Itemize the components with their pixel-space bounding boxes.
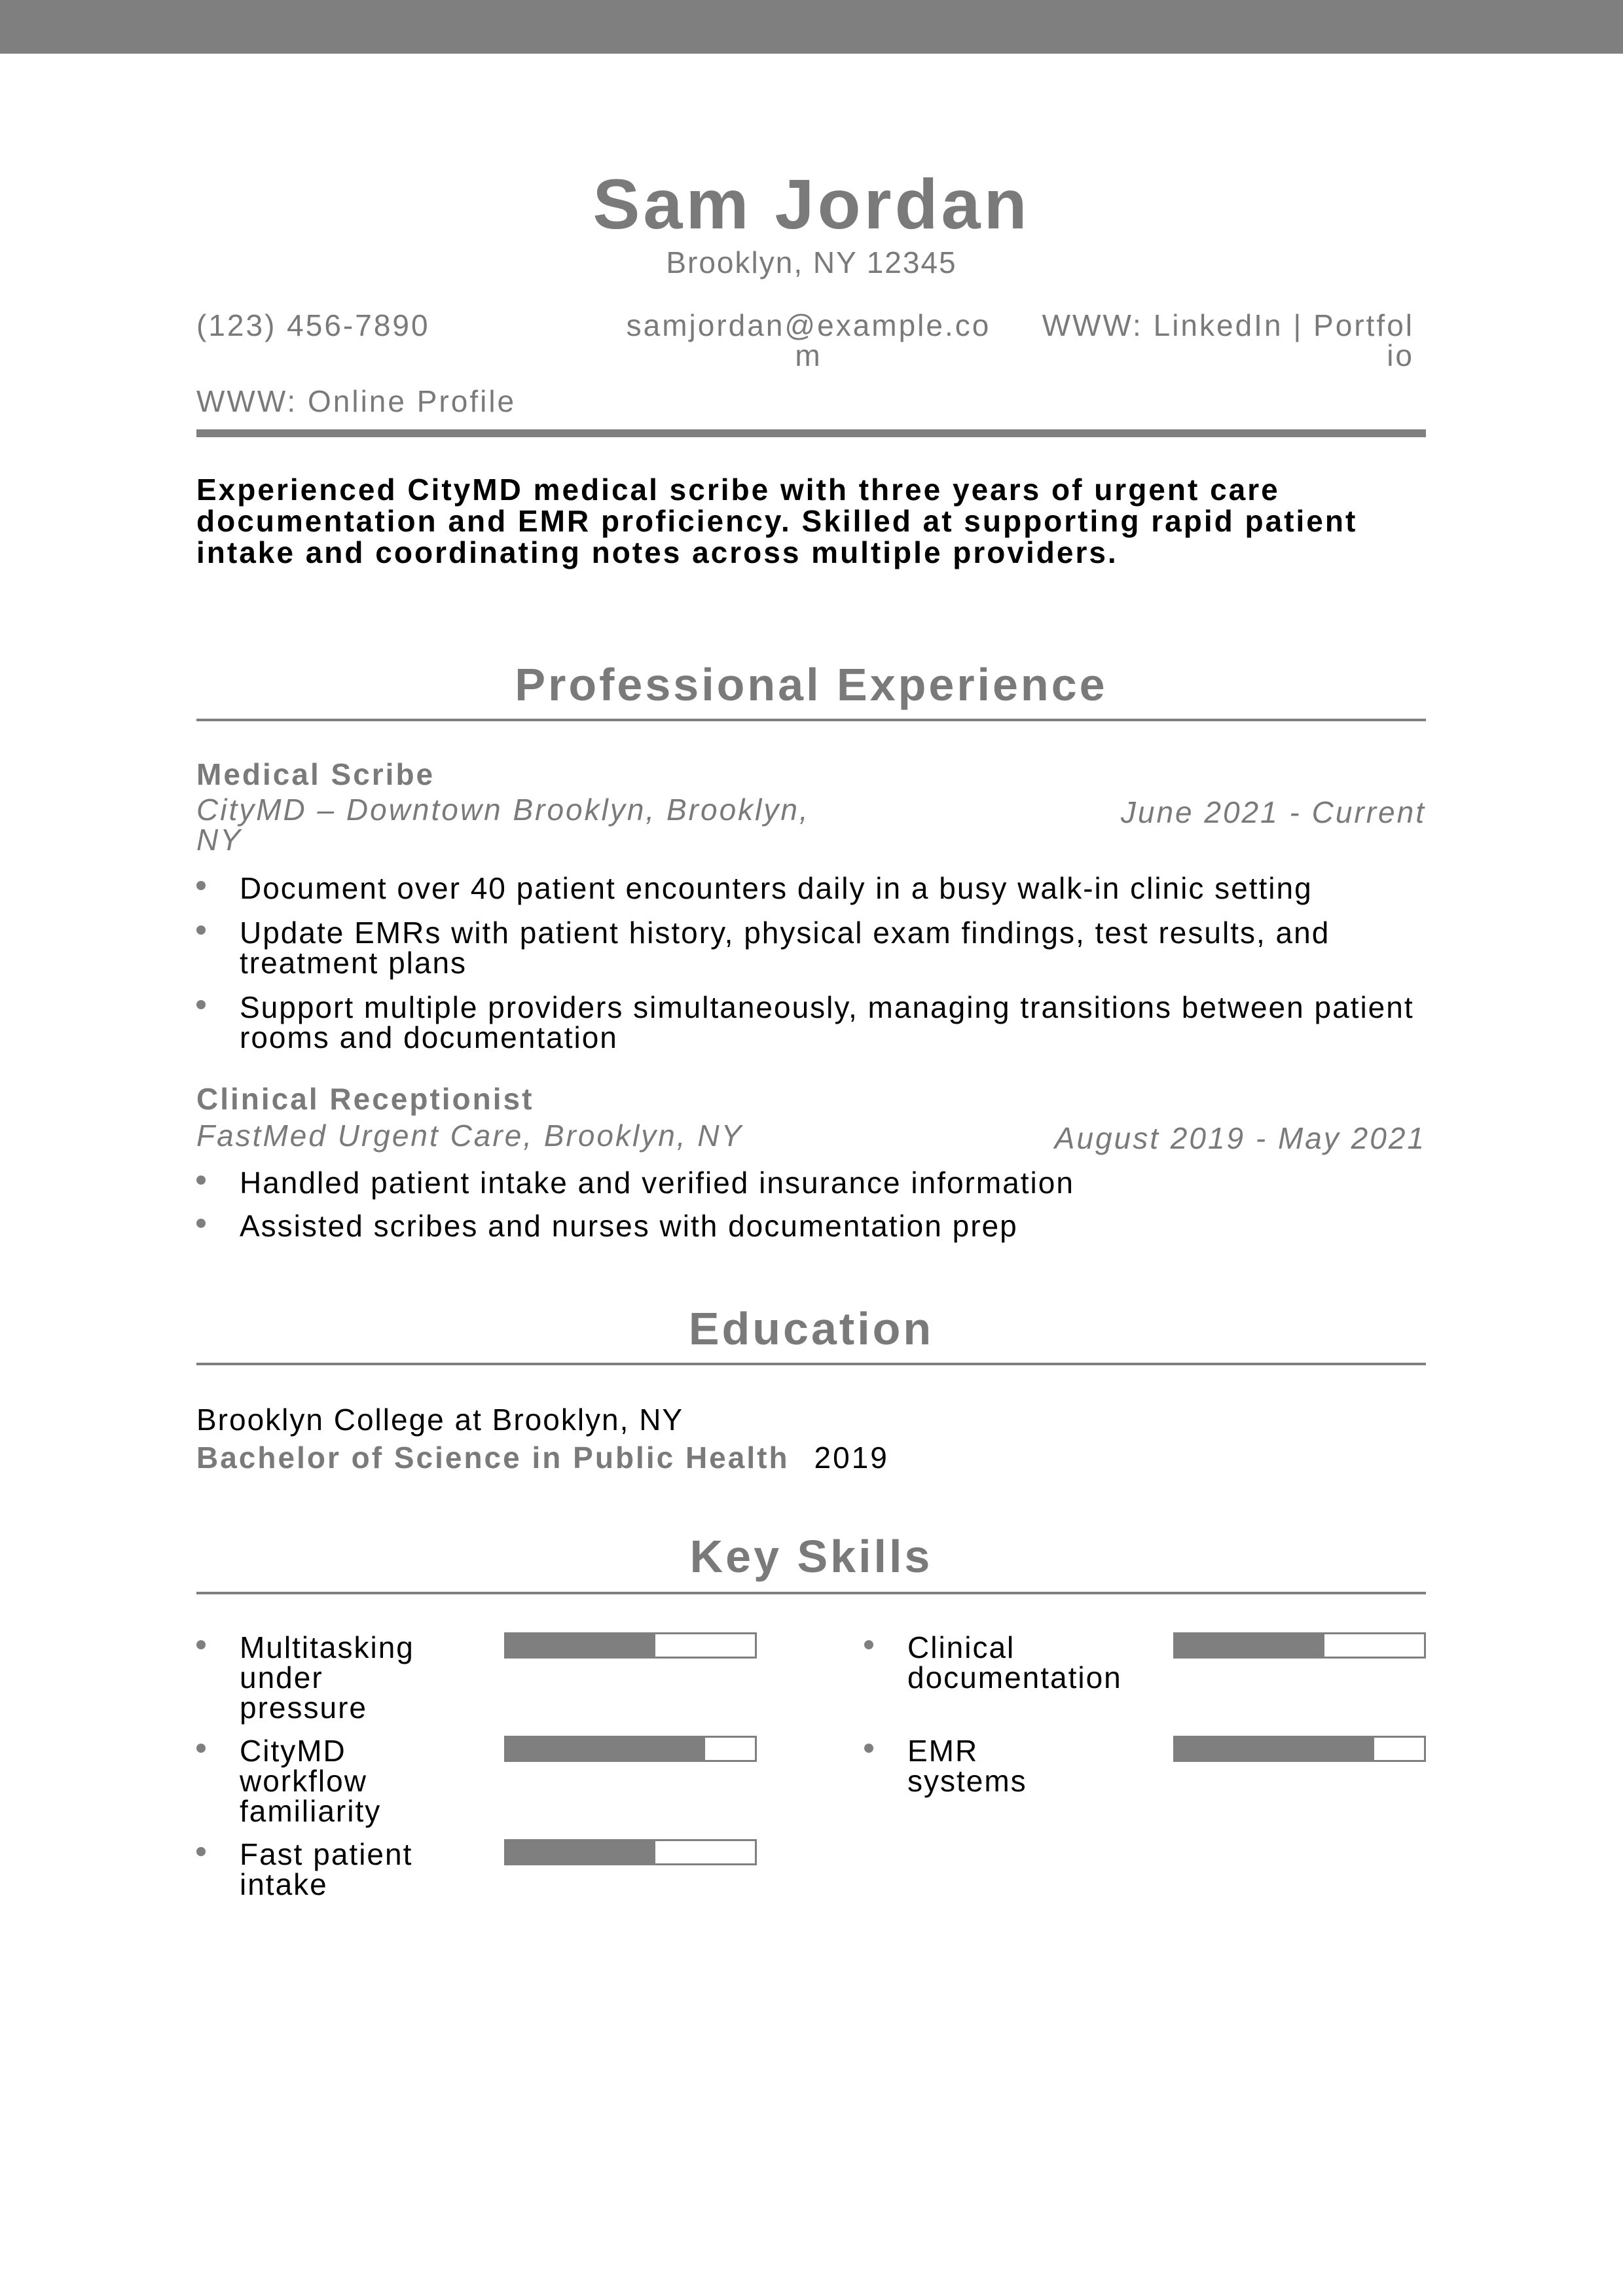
skill-level-bar bbox=[1173, 1736, 1426, 1762]
list-item: Update EMRs with patient history, physical exam findings, test results, and treatment plans bbox=[196, 918, 1426, 978]
job-title: Medical Scribe bbox=[196, 757, 435, 791]
list-item: Handled patient intake and verified insurance information bbox=[196, 1168, 1426, 1198]
section-title-skills: Key Skills bbox=[689, 1531, 933, 1582]
section-title-education: Education bbox=[688, 1303, 934, 1354]
degree: Bachelor of Science in Public Health bbox=[196, 1441, 790, 1475]
candidate-name: Sam Jordan bbox=[593, 164, 1030, 243]
linkedin-portfolio-links[interactable]: WWW: LinkedIn | Portfolio bbox=[1042, 308, 1414, 372]
list-item: Document over 40 patient encounters daily in a busy walk-in clinic setting bbox=[196, 873, 1426, 903]
address: Brooklyn, NY 12345 bbox=[666, 245, 957, 279]
job-title: Clinical Receptionist bbox=[196, 1082, 534, 1116]
skill-name: Clinical documentation bbox=[907, 1630, 1122, 1695]
education-divider bbox=[196, 1363, 1426, 1365]
online-profile-link[interactable]: WWW: Online Profile bbox=[196, 384, 517, 418]
experience-divider bbox=[196, 719, 1426, 721]
skill-level-fill bbox=[1175, 1738, 1374, 1760]
header-divider bbox=[196, 429, 1426, 437]
job-dates: August 2019 - May 2021 bbox=[1054, 1121, 1426, 1155]
skill-level-fill bbox=[506, 1738, 705, 1760]
skill-level-bar bbox=[504, 1736, 757, 1762]
section-title-experience: Professional Experience bbox=[515, 659, 1108, 710]
professional-summary: Experienced CityMD medical scribe with three years of urgent care documentation and EMR proficiency. Skilled at supporting rapid patient intake and coordinating notes across multiple providers. bbox=[196, 473, 1358, 569]
skill-level-bar bbox=[504, 1632, 757, 1659]
skill-level-fill bbox=[506, 1841, 655, 1863]
phone: (123) 456-7890 bbox=[196, 308, 430, 342]
job-dates: June 2021 - Current bbox=[1120, 795, 1426, 829]
school: Brooklyn College at Brooklyn, NY bbox=[196, 1403, 684, 1437]
list-item: Support multiple providers simultaneously, managing transitions between patient rooms and documentation bbox=[196, 992, 1426, 1052]
job-company: CityMD – Downtown Brooklyn, Brooklyn, NY bbox=[196, 793, 810, 857]
skill-level-bar bbox=[1173, 1632, 1426, 1659]
job-company: FastMed Urgent Care, Brooklyn, NY bbox=[196, 1119, 744, 1153]
bullet-icon bbox=[864, 1640, 873, 1649]
job-bullets bbox=[196, 1168, 1426, 1241]
skill-name: Multitasking under pressure bbox=[240, 1630, 414, 1725]
skill-level-fill bbox=[1175, 1634, 1324, 1657]
list-item: Assisted scribes and nurses with documentation prep bbox=[196, 1211, 1426, 1241]
skill-name: EMR systems bbox=[907, 1734, 1027, 1798]
top-banner bbox=[0, 0, 1623, 54]
bullet-icon bbox=[196, 1640, 206, 1649]
degree-line bbox=[196, 1440, 889, 1475]
skill-name: CityMD workflow familiarity bbox=[240, 1734, 382, 1828]
skill-name: Fast patient intake bbox=[240, 1837, 413, 1901]
skill-level-bar bbox=[504, 1839, 757, 1865]
job-bullets bbox=[196, 873, 1426, 1052]
graduation-year: 2019 bbox=[814, 1441, 889, 1475]
bullet-icon bbox=[196, 1744, 206, 1753]
skill-level-fill bbox=[506, 1634, 655, 1657]
bullet-icon bbox=[864, 1744, 873, 1753]
bullet-icon bbox=[196, 1847, 206, 1856]
email[interactable]: samjordan@example.com bbox=[626, 308, 991, 372]
skills-divider bbox=[196, 1592, 1426, 1594]
